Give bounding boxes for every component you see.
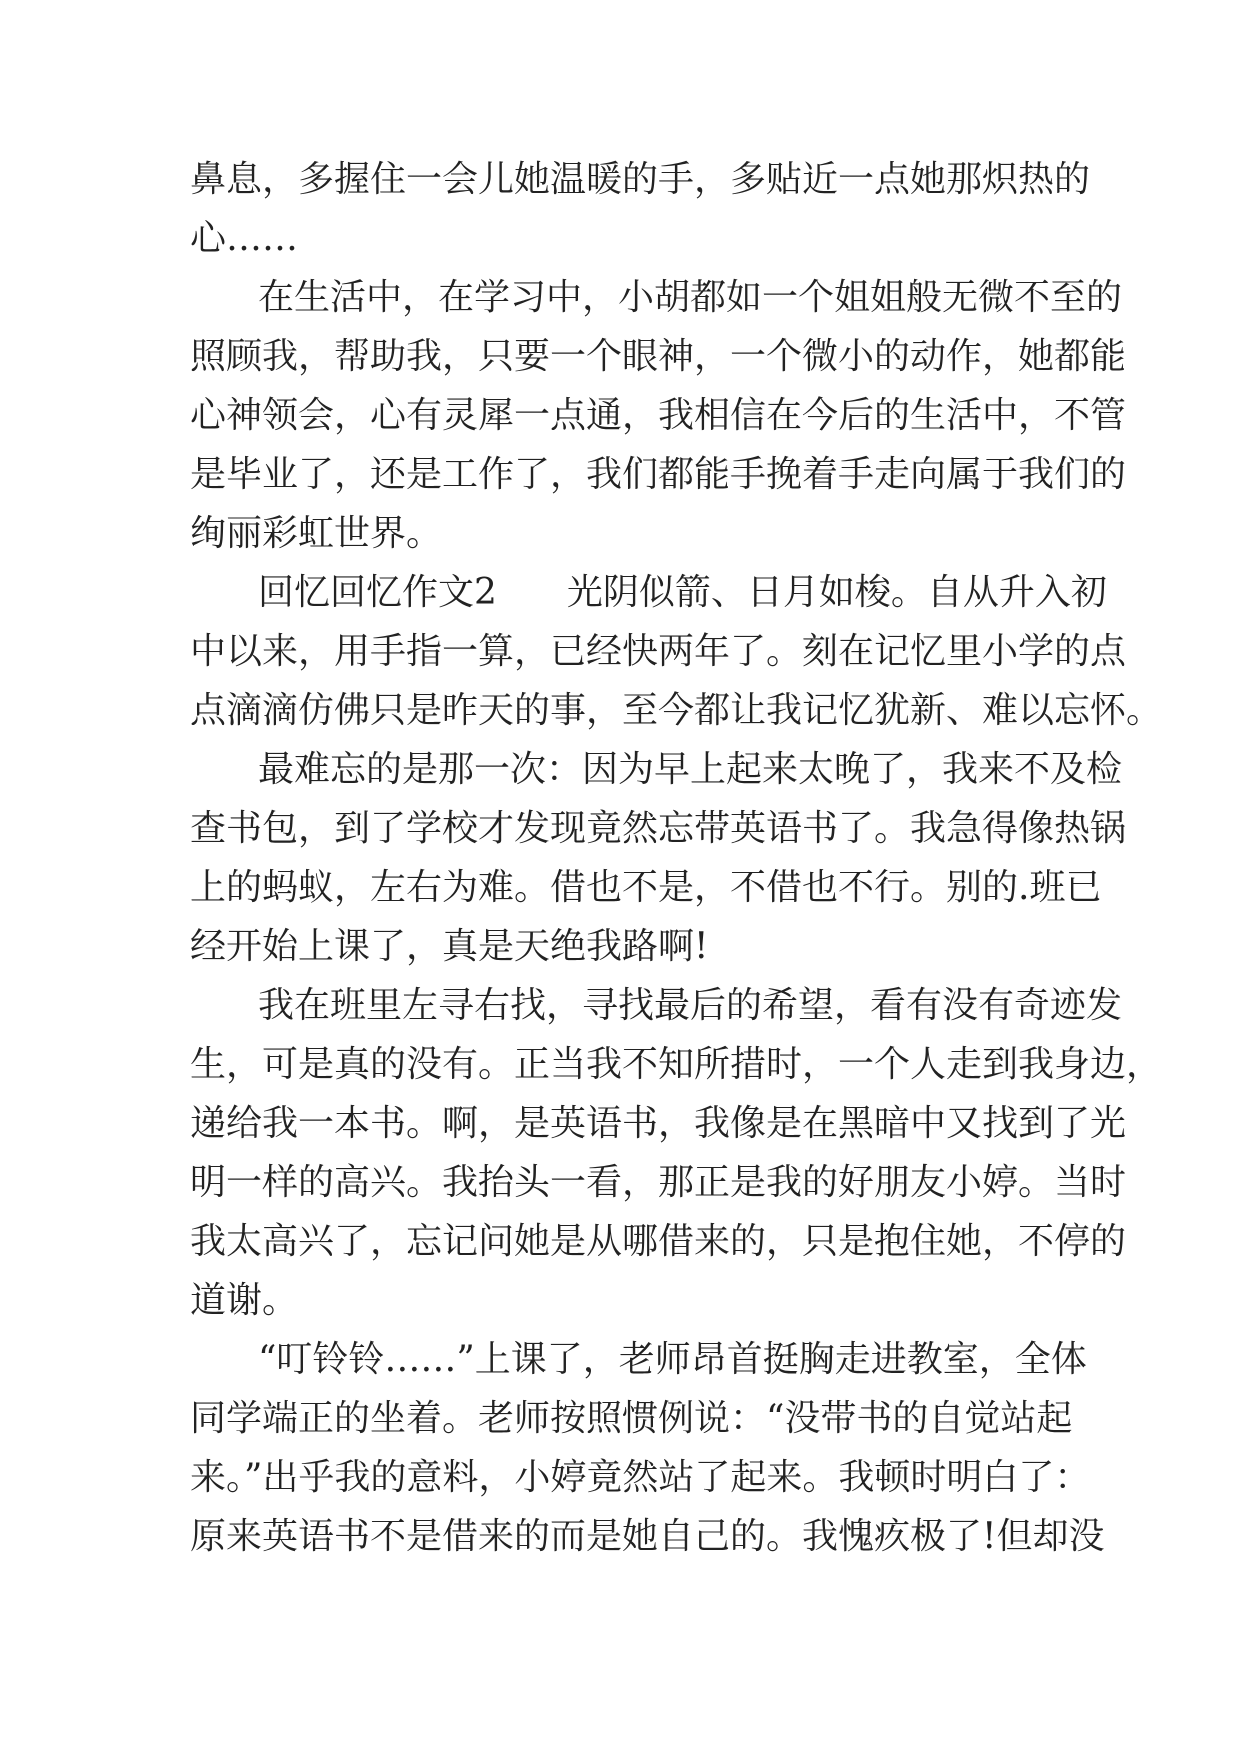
paragraph-start-line: “叮铃铃……”上课了，老师昂首挺胸走进教室，全体 — [258, 1339, 1087, 1380]
text-line: 上的蚂蚁，左右为难。借也不是，不借也不行。别的.班已 — [190, 867, 1102, 908]
text-line: 道谢。 — [190, 1280, 299, 1321]
text-line: 点滴滴仿佛只是昨天的事，至今都让我记忆犹新、难以忘怀。 — [190, 690, 1163, 731]
text-line: 明一样的高兴。我抬头一看，那正是我的好朋友小婷。当时 — [190, 1162, 1127, 1203]
text-line: 原来英语书不是借来的而是她自己的。我愧疚极了!但却没 — [190, 1516, 1105, 1557]
text-line: 同学端正的坐着。老师按照惯例说：“没带书的自觉站起 — [190, 1398, 1073, 1439]
essay-title: 回忆回忆作文2 — [258, 572, 497, 613]
text-line: 鼻息，多握住一会儿她温暖的手，多贴近一点她那炽热的 — [190, 159, 1091, 200]
text-line: 递给我一本书。啊，是英语书，我像是在黑暗中又找到了光 — [190, 1103, 1127, 1144]
text-line: 光阴似箭、日月如梭。自从升入初 — [566, 572, 1107, 613]
text-line: 心神领会，心有灵犀一点通，我相信在今后的生活中，不管 — [190, 395, 1127, 436]
text-line: 生，可是真的没有。正当我不知所措时，一个人走到我身边， — [190, 1044, 1163, 1085]
text-line: 心…… — [190, 218, 299, 259]
document-body — [190, 150, 1163, 1566]
text-line: 照顾我，帮助我，只要一个眼神，一个微小的动作，她都能 — [190, 336, 1127, 377]
text-line: 来。”出乎我的意料，小婷竟然站了起来。我顿时明白了： — [190, 1457, 1091, 1498]
text-line: 绚丽彩虹世界。 — [190, 513, 443, 554]
text-line: 是毕业了，还是工作了，我们都能手挽着手走向属于我们的 — [190, 454, 1127, 495]
paragraph-start-line: 在生活中，在学习中，小胡都如一个姐姐般无微不至的 — [258, 277, 1123, 318]
text-line: 我太高兴了，忘记问她是从哪借来的，只是抱住她，不停的 — [190, 1221, 1127, 1262]
text-line: 查书包，到了学校才发现竟然忘带英语书了。我急得像热锅 — [190, 808, 1127, 849]
text-line: 经开始上课了，真是天绝我路啊! — [190, 926, 709, 967]
text-line: 中以来，用手指一算，已经快两年了。刻在记忆里小学的点 — [190, 631, 1127, 672]
paragraph-start-line: 最难忘的是那一次：因为早上起来太晚了，我来不及检 — [258, 749, 1123, 790]
paragraph-start-line: 我在班里左寻右找，寻找最后的希望，看有没有奇迹发 — [258, 985, 1123, 1026]
essay-title-line — [190, 563, 1107, 622]
